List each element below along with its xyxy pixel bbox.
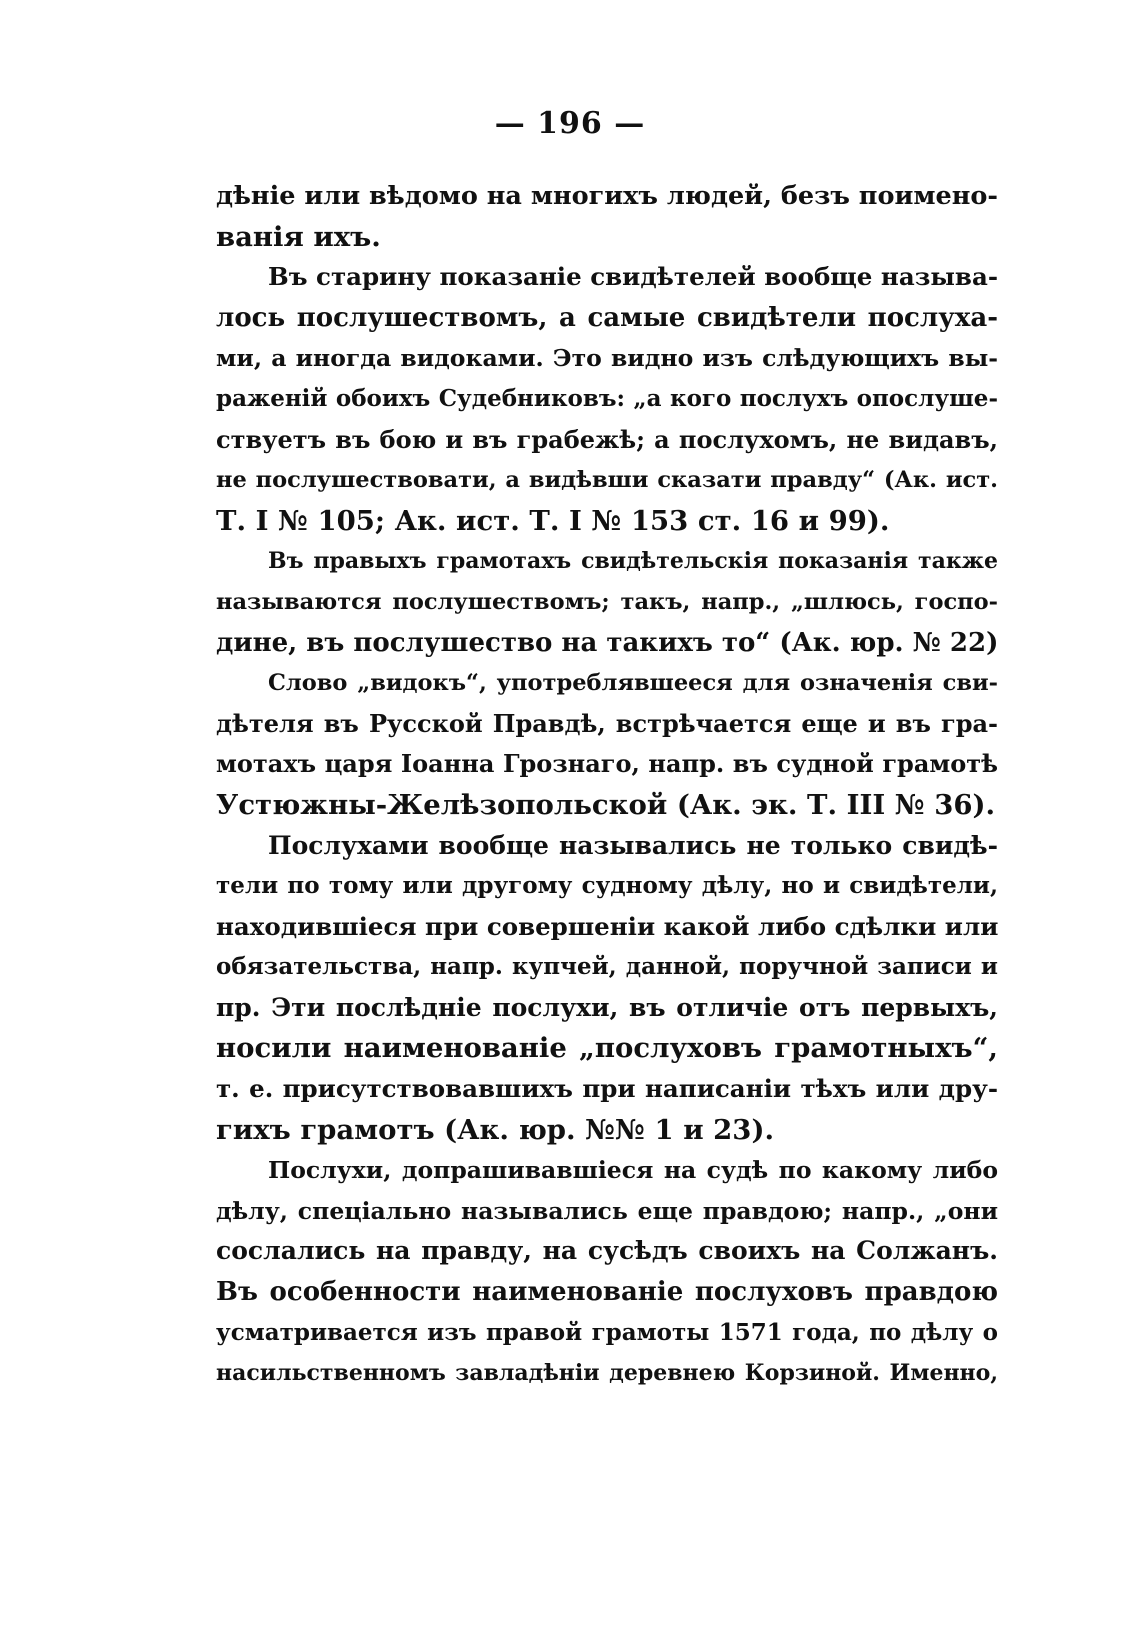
text-line: не послушествовати, а видѣвши сказати правду“ (Ак. ист. bbox=[216, 467, 998, 494]
text-line: лось послушествомъ, а самые свидѣтели послуха- bbox=[216, 302, 998, 333]
text-line: дѣніе или вѣдомо на многихъ людей, безъ поимено- bbox=[216, 181, 998, 211]
text-line: т. е. присутствовавшихъ при написаніи тѣхъ или дру- bbox=[216, 1074, 998, 1104]
text-line: дине, въ послушество на такихъ то“ (Ак. юр. № 22) bbox=[216, 627, 998, 658]
text-line: тели по тому или другому судному дѣлу, но и свидѣтели, bbox=[216, 872, 998, 900]
text-line: Въ старину показаніе свидѣтелей вообще называ- bbox=[268, 262, 998, 292]
text-body bbox=[216, 176, 998, 1394]
text-line: Въ особенности наименованіе послуховъ правдою bbox=[216, 1277, 998, 1308]
text-line: сослались на правду, на сусѣдъ своихъ на Солжанъ. bbox=[216, 1236, 998, 1266]
text-line: Устюжны-Желѣзопольской (Ак. эк. Т. III № 36). bbox=[216, 788, 996, 821]
text-line: ствуетъ въ бою и въ грабежѣ; а послухомъ, не видавъ, bbox=[216, 424, 998, 454]
text-line: называются послушествомъ; такъ, напр., „шлюсь, госпо- bbox=[216, 588, 998, 615]
text-line: ми, а иногда видоками. Это видно изъ слѣдующихъ вы- bbox=[216, 344, 998, 373]
page-number: — 196 — bbox=[494, 106, 646, 141]
text-line: Послухами вообще назывались не только свидѣ- bbox=[268, 830, 998, 860]
text-line: Послухи, допрашивавшіеся на судѣ по какому либо bbox=[268, 1156, 998, 1185]
text-line: ванія ихъ. bbox=[216, 220, 381, 253]
text-line: насильственномъ завладѣніи деревнею Корзиной. Именно, bbox=[216, 1360, 998, 1387]
text-line: Въ правыхъ грамотахъ свидѣтельскія показанія также bbox=[268, 548, 998, 575]
text-line: дѣтеля въ Русской Правдѣ, встрѣчается еще и въ гра- bbox=[216, 708, 998, 738]
text-line: гихъ грамотъ (Ак. юр. №№ 1 и 23). bbox=[216, 1113, 775, 1146]
text-line: усматривается изъ правой грамоты 1571 года, по дѣлу о bbox=[216, 1318, 998, 1346]
text-line: носили наименованіе „послуховъ грамотныхъ“, bbox=[216, 1032, 998, 1065]
text-line: дѣлу, спеціально назывались еще правдою; напр., „они bbox=[216, 1196, 998, 1225]
text-line: мотахъ царя Іоанна Грознаго, напр. въ судной грамотѣ bbox=[216, 749, 998, 779]
text-line: Слово „видокъ“, употреблявшееся для означенія сви- bbox=[268, 670, 998, 697]
text-line: пр. Эти послѣдніе послухи, въ отличіе отъ первыхъ, bbox=[216, 992, 998, 1022]
text-line: Т. I № 105; Ак. ист. Т. I № 153 ст. 16 и 99). bbox=[216, 504, 890, 537]
text-line: раженій обоихъ Судебниковъ: „а кого послухъ опослуше- bbox=[216, 384, 998, 412]
text-line: находившіеся при совершеніи какой либо сдѣлки или bbox=[216, 911, 998, 941]
text-line: обязательства, напр. купчей, данной, поручной записи и bbox=[216, 953, 998, 981]
